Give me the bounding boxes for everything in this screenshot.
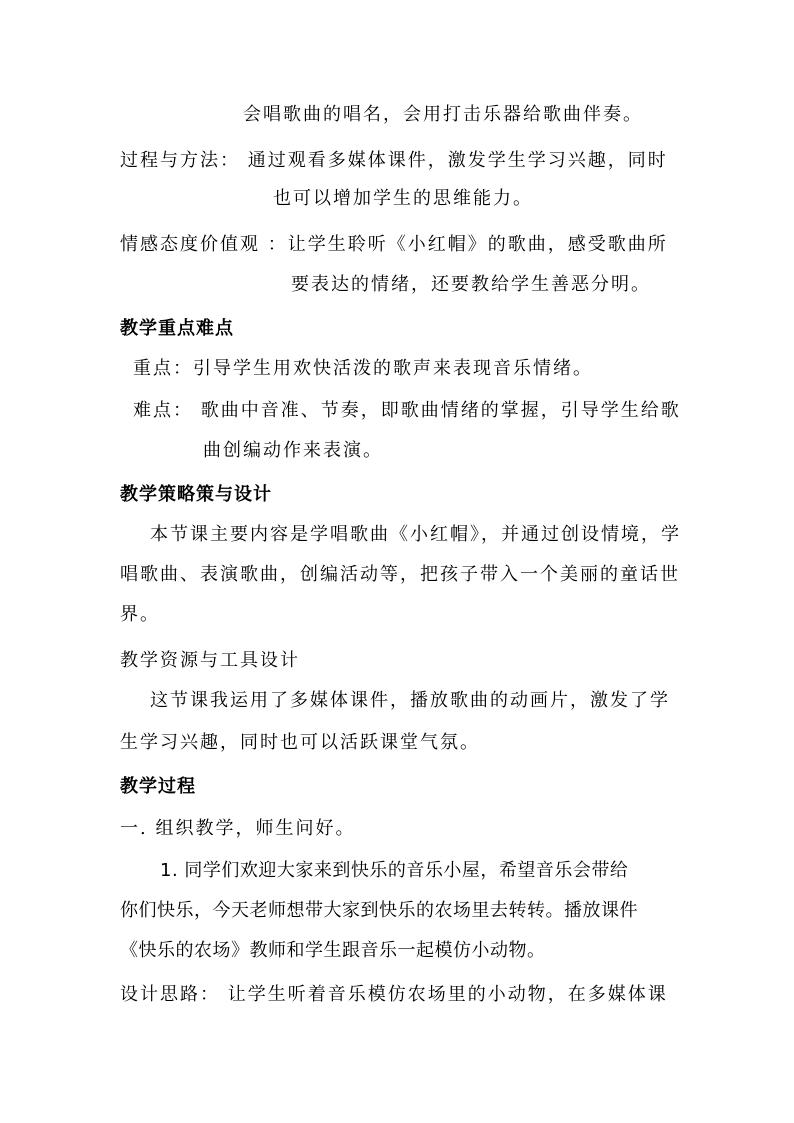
design-idea-line: 设计思路： 让学生听着音乐模仿农场里的小动物，在多媒体课: [120, 984, 668, 1005]
strategy-paragraph-line-3: 界。: [120, 604, 160, 625]
emotion-attitude-continued: 要表达的情绪，还要教给学生善恶分明。: [291, 274, 651, 295]
process-step-1-item-1-line-1: 1. 同学们欢迎大家来到快乐的音乐小屋，希望音乐会带给: [160, 860, 629, 881]
process-step-1: 一. 组织教学，师生问好。: [120, 818, 356, 839]
process-method-line: 过程与方法： 通过观看多媒体课件，激发学生学习兴趣，同时: [120, 150, 668, 171]
difficulty-line: 难点： 歌曲中音准、节奏，即歌曲情绪的掌握，引导学生给歌: [133, 400, 681, 421]
strategy-paragraph-line-1: 本节课主要内容是学唱歌曲《小红帽》，并通过创设情境，学: [150, 524, 681, 545]
resources-paragraph-line-1: 这节课我运用了多媒体课件，播放歌曲的动画片，激发了学: [150, 690, 670, 711]
section-heading-strategy: 教学策略策与设计: [120, 484, 272, 505]
process-step-1-item-1-line-2: 你们快乐，今天老师想带大家到快乐的农场里去转转。播放课件: [120, 900, 638, 921]
difficulty-continued: 曲创编动作来表演。: [203, 440, 383, 461]
resources-paragraph-line-2: 生学习兴趣，同时也可以活跃课堂气氛。: [120, 732, 480, 753]
emotion-attitude-line: 情感态度价值观 ：让学生聆听《小红帽》的歌曲，感受歌曲所: [120, 234, 668, 255]
process-step-1-item-1-line-3: 《快乐的农场》教师和学生跟音乐一起模仿小动物。: [120, 940, 546, 961]
process-method-continued: 也可以增加学生的思维能力。: [273, 188, 533, 209]
section-heading-process: 教学过程: [120, 776, 196, 797]
strategy-paragraph-line-2: 唱歌曲、表演歌曲，创编活动等，把孩子带入一个美丽的童话世: [120, 564, 680, 585]
objective-line-1: 会唱歌曲的唱名，会用打击乐器给歌曲伴奏。: [243, 104, 643, 125]
section-heading-key-points: 教学重点难点: [120, 318, 234, 339]
key-point-line: 重点：引导学生用欢快活泼的歌声来表现音乐情绪。: [133, 358, 593, 379]
section-heading-resources: 教学资源与工具设计: [120, 650, 300, 671]
